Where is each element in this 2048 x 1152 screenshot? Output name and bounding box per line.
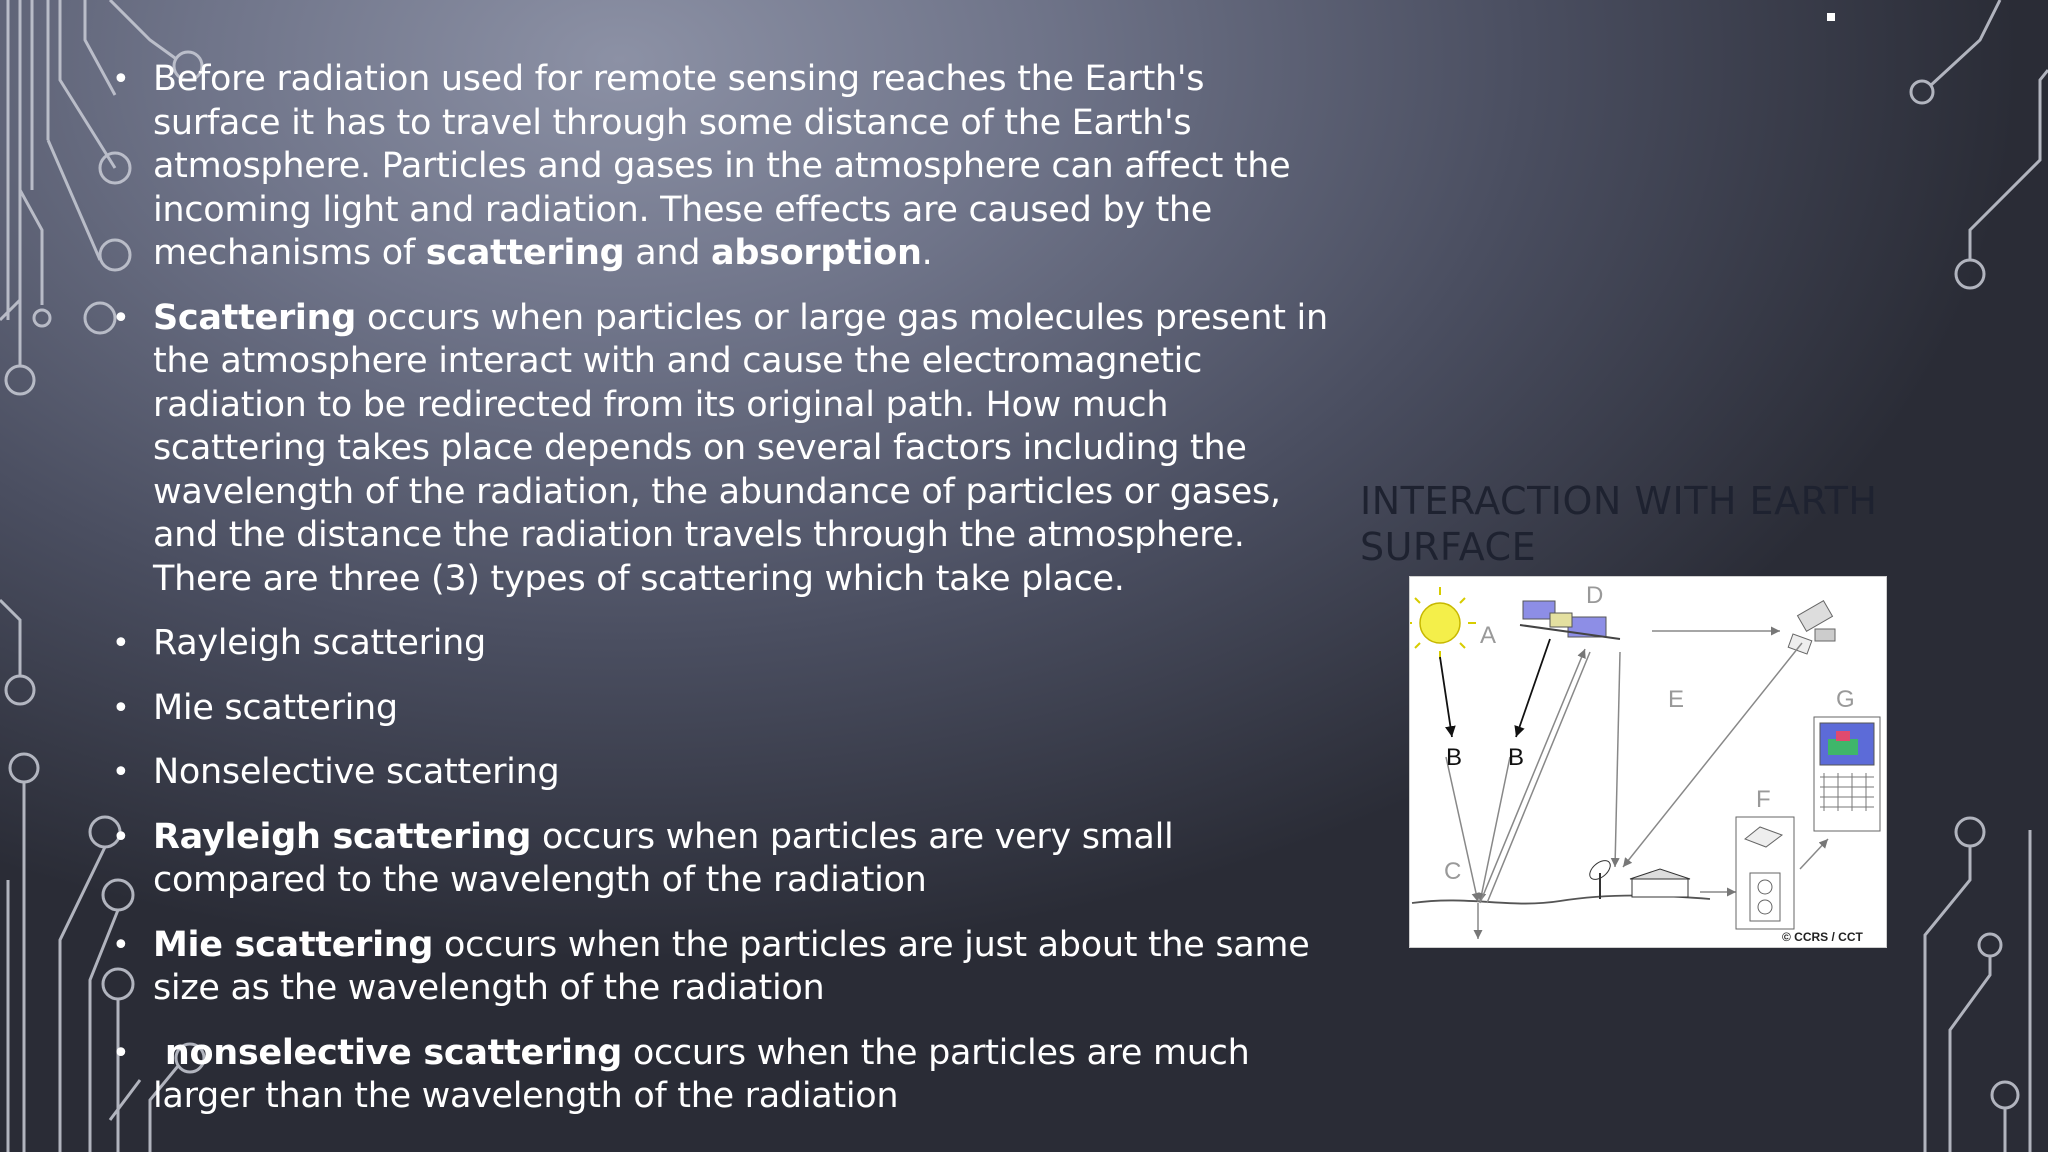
- diagram-label-a: A: [1480, 622, 1497, 649]
- bullet-mie: [112, 687, 1342, 731]
- bullet-list: [112, 58, 1342, 1140]
- sun-icon: [1410, 587, 1476, 659]
- bullet-bold-scattering: scattering: [425, 233, 625, 273]
- bullet-bold-term: Rayleigh scattering: [153, 816, 532, 857]
- satellite-d-icon: [1520, 601, 1620, 639]
- bullet-dot: •: [112, 690, 130, 726]
- application-icon: [1814, 717, 1880, 831]
- bullet-text: occurs when the particles are just about the same size as the wavelength of the radiation: [153, 924, 1310, 1008]
- bullet-nonselective: [112, 751, 1342, 795]
- processing-station-icon: [1736, 817, 1794, 929]
- bullet-dot: •: [112, 755, 130, 790]
- bullet-nonselective-definition: [112, 1032, 1342, 1119]
- slide-corner-marker: [1827, 13, 1835, 21]
- bullet-bold-absorption: absorption: [711, 233, 922, 273]
- bullet-text: occurs when the particles are much larger than the wavelength of the radiation: [153, 1032, 1250, 1116]
- bullet-dot: •: [112, 626, 130, 661]
- diagram-svg: [1410, 577, 1886, 947]
- bullet-text: Mie scattering: [153, 687, 398, 728]
- satellite-relay-icon: [1788, 601, 1835, 654]
- incident-radiation: [1440, 639, 1550, 737]
- bullet-rayleigh: [112, 622, 1342, 666]
- bullet-dot: •: [112, 62, 130, 97]
- diagram-label-g: G: [1836, 686, 1855, 713]
- bullet-bold-term: Mie scattering: [153, 924, 434, 965]
- bullet-bold-term: Scattering: [153, 297, 357, 338]
- bullet-text: Nonselective scattering: [153, 752, 560, 792]
- bullet-bold-term: nonselective scattering: [153, 1032, 623, 1073]
- bullet-scattering-definition: [112, 297, 1342, 602]
- bullet-intro: [112, 58, 1342, 276]
- diagram-label-d: D: [1586, 582, 1604, 609]
- bullet-dot: •: [112, 927, 130, 963]
- bullet-dot: •: [112, 300, 130, 336]
- bullet-text: occurs when particles or large gas molecules present in the atmosphere interact with and cause the electromagnetic radiation to be redirected from its original path. How much scattering takes place depends on several factors including the wavelength of the radiation, the abundance of particles or gases, and the distance the radiation travels through the atmosphere. There are three (3) types of scattering which take place.: [153, 297, 1328, 599]
- bullet-rayleigh-definition: [112, 816, 1342, 903]
- diagram-label-b2: B: [1508, 744, 1525, 771]
- diagram-label-c: C: [1444, 858, 1462, 885]
- remote-sensing-diagram: [1409, 576, 1887, 948]
- diagram-label-f: F: [1756, 786, 1771, 813]
- diagram-credit: © CCRS / CCT: [1782, 930, 1863, 944]
- diagram-label-b1: B: [1446, 744, 1463, 771]
- bullet-text: Before radiation used for remote sensing reaches the Earth's surface it has to travel through some distance of the Earth's atmosphere. Particles and gases in the atmosphere can affect the incoming light and radiation. These effects are caused by the mechanisms of: [153, 59, 1291, 273]
- bullet-text: occurs when particles are very small compared to the wavelength of the radiation: [153, 816, 1174, 900]
- bullet-text: and: [624, 233, 712, 273]
- bullet-text: Rayleigh scattering: [153, 623, 486, 663]
- bullet-dot: •: [112, 1035, 130, 1071]
- bullet-mie-definition: [112, 924, 1342, 1011]
- bullet-text: .: [921, 233, 933, 273]
- bullet-dot: •: [112, 819, 130, 855]
- side-title: INTERACTION WITH EARTH SURFACE: [1360, 479, 1878, 569]
- receiving-station-icon: [1586, 857, 1690, 899]
- diagram-label-e: E: [1668, 686, 1685, 713]
